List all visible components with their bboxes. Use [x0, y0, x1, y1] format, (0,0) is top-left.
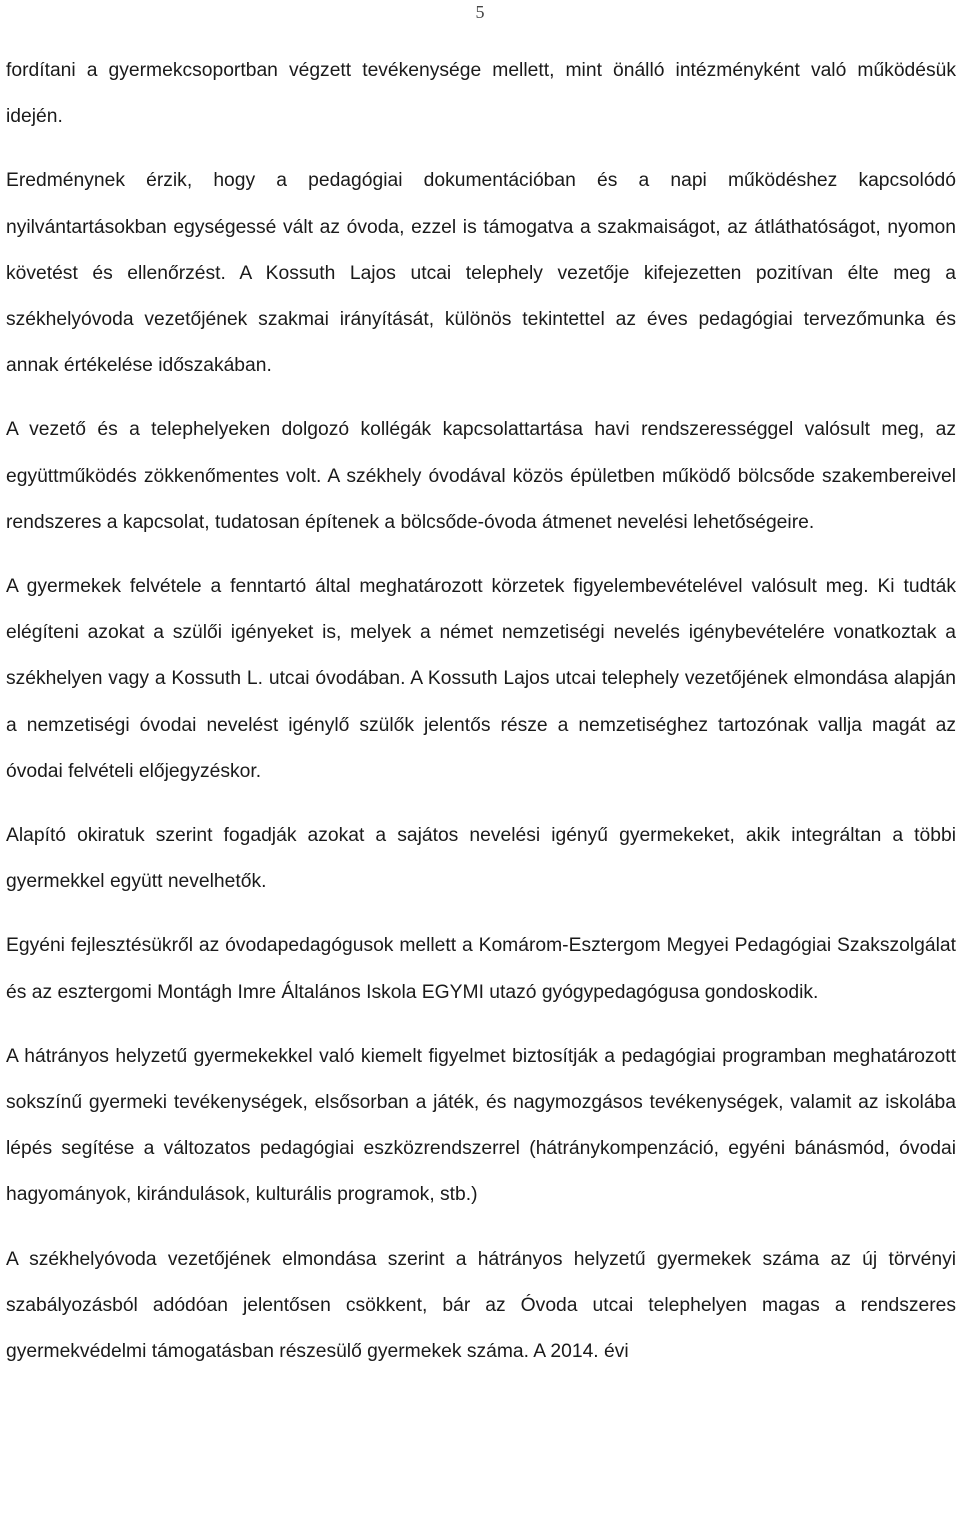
paragraph-8: A székhelyóvoda vezetőjének elmondása szerint a hátrányos helyzetű gyermekek száma az új törvényi szabályozásból adódóan jelentősen csökkent, bár az Óvoda utcai telephelyen magas a rendszeres gyermekvédelmi támogatásban részesülő gyermekek száma. A 2014. évi [6, 1248, 956, 1363]
paragraph-6: Egyéni fejlesztésükről az óvodapedagógusok mellett a Komárom-Esztergom Megyei Pedagógiai Szakszolgálat és az esztergomi Montágh Imre Általános Iskola EGYMI utazó gyógypedagógusa gondoskodik. [6, 935, 956, 1003]
document-body [6, 48, 956, 1393]
paragraph-7: A hátrányos helyzetű gyermekekkel való kiemelt figyelmet biztosítják a pedagógiai programban meghatározott sokszínű gyermeki tevékenységek, elsősorban a játék, és nagymozgásos tevékenységek, valamit az iskolába lépés segítése a változatos pedagógiai eszközrendszerrel (hátránykompenzáció, egyéni bánásmód, óvodai hagyományok, kirándulások, kulturális programok, stb.) [6, 1045, 956, 1206]
paragraph-5: Alapító okiratuk szerint fogadják azokat a sajátos nevelési igényű gyermekeket, akik integráltan a többi gyermekkel együtt nevelhetők. [6, 825, 956, 893]
paragraph-2: Eredménynek érzik, hogy a pedagógiai dokumentációban és a napi működéshez kapcsolódó nyilvántartásokban egységessé vált az óvoda, ezzel is támogatva a szakmaiságot, az átláthatóságot, nyomon követést és ellenőrzést. A Kossuth Lajos utcai telephely vezetője kifejezetten pozitívan élte meg a székhelyóvoda vezetőjének szakmai irányítását, különös tekintettel az éves pedagógiai tervezőmunka és annak értékelése időszakában. [6, 170, 956, 377]
page-number: 5 [475, 2, 485, 22]
paragraph-4: A gyermekek felvétele a fenntartó által meghatározott körzetek figyelembevételével valósult meg. Ki tudták elégíteni azokat a szülői igényeket is, melyek a német nemzetiségi nevelés igénybevételére vonatkoztak a székhelyen vagy a Kossuth L. utcai óvodában. A Kossuth Lajos utcai telephely vezetőjének elmondása alapján a nemzetiségi óvodai nevelést igénylő szülők jelentős része a nemzetiséghez tartozónak vallja magát az óvodai felvételi előjegyzéskor. [6, 576, 956, 782]
paragraph-3: A vezető és a telephelyeken dolgozó kollégák kapcsolattartása havi rendszerességgel valósult meg, az együttműködés zökkenőmentes volt. A székhely óvodával közös épületben működő bölcsőde szakembereivel rendszeres a kapcsolat, tudatosan építenek a bölcsőde-óvoda átmenet nevelési lehetőségeire. [6, 419, 956, 533]
paragraph-1: fordítani a gyermekcsoportban végzett tevékenysége mellett, mint önálló intézményként való működésük idején. [6, 60, 956, 128]
